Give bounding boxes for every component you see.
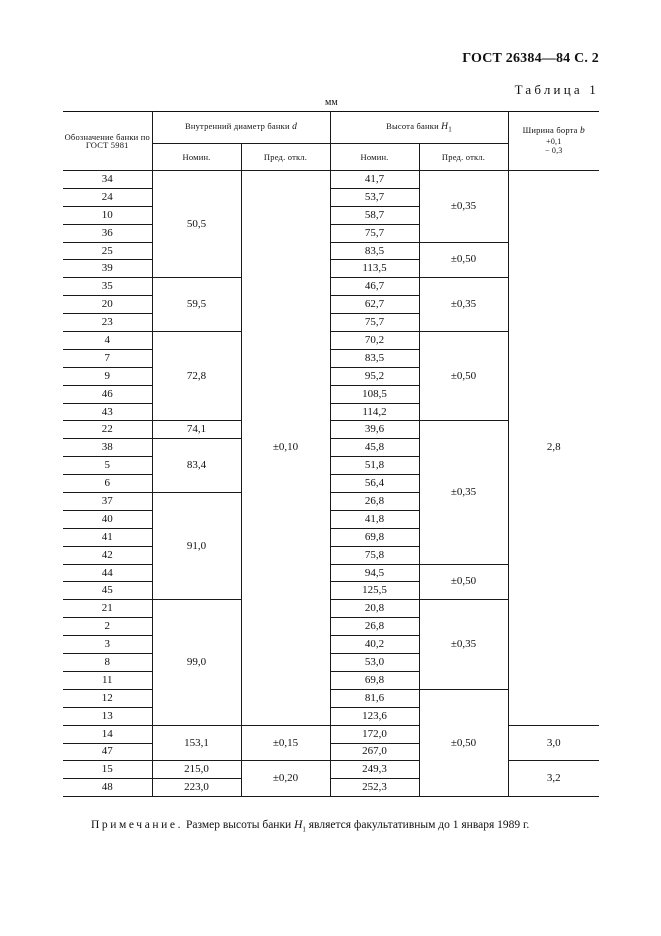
height-nominal-cell: 46,7 xyxy=(330,278,419,296)
designation-cell: 9 xyxy=(63,367,152,385)
designation-cell: 41 xyxy=(63,528,152,546)
height-nominal-cell: 51,8 xyxy=(330,457,419,475)
table-body xyxy=(63,171,599,797)
height-nominal-cell: 26,8 xyxy=(330,493,419,511)
height-header-text: Высота банки xyxy=(386,120,442,131)
diameter-nominal-cell: 223,0 xyxy=(152,779,241,797)
height-tolerance-cell: ±0,35 xyxy=(419,600,508,689)
height-tolerance-cell: ±0,35 xyxy=(419,171,508,243)
height-nominal-cell: 75,7 xyxy=(330,224,419,242)
height-tolerance-cell: ±0,35 xyxy=(419,421,508,564)
designation-cell: 7 xyxy=(63,349,152,367)
flange-width-symbol: b xyxy=(579,126,585,137)
height-nominal-cell: 26,8 xyxy=(330,618,419,636)
designation-cell: 3 xyxy=(63,636,152,654)
designation-cell: 46 xyxy=(63,385,152,403)
diameter-nominal-cell: 99,0 xyxy=(152,600,241,725)
designation-cell: 39 xyxy=(63,260,152,278)
designation-cell: 25 xyxy=(63,242,152,260)
designation-cell: 23 xyxy=(63,314,152,332)
header-row-1 xyxy=(63,112,599,144)
designation-cell: 36 xyxy=(63,224,152,242)
flange-width-cell: 3,2 xyxy=(508,761,599,797)
height-nominal-cell: 108,5 xyxy=(330,385,419,403)
inner-diameter-header-text: Внутренний диаметр банки xyxy=(184,121,293,132)
designation-cell: 37 xyxy=(63,493,152,511)
diameter-nominal-cell: 91,0 xyxy=(152,493,241,600)
designation-cell: 5 xyxy=(63,457,152,475)
diameter-nominal-cell: 50,5 xyxy=(152,171,241,278)
height-nominal-cell: 81,6 xyxy=(330,689,419,707)
height-nominal-cell: 125,5 xyxy=(330,582,419,600)
designation-cell: 14 xyxy=(63,725,152,743)
diameter-nominal-cell: 59,5 xyxy=(152,278,241,332)
height-tolerance-cell: ±0,50 xyxy=(419,242,508,278)
flange-width-cell: 3,0 xyxy=(508,725,599,761)
diameter-nominal-cell: 215,0 xyxy=(152,761,241,779)
height-nominal-cell: 249,3 xyxy=(330,761,419,779)
designation-cell: 12 xyxy=(63,689,152,707)
height-nominal-cell: 45,8 xyxy=(330,439,419,457)
designation-cell: 48 xyxy=(63,779,152,797)
diameter-nominal-header: Номин. xyxy=(152,144,241,171)
note-text: Размер высоты банки xyxy=(183,819,295,831)
height-tolerance-cell: ±0,35 xyxy=(419,278,508,332)
height-nominal-cell: 69,8 xyxy=(330,528,419,546)
height-nominal-cell: 267,0 xyxy=(330,743,419,761)
height-nominal-cell: 40,2 xyxy=(330,636,419,654)
diameter-nominal-cell: 74,1 xyxy=(152,421,241,439)
inner-diameter-symbol: d xyxy=(292,122,298,133)
document-reference: ГОСТ 26384—84 С. 2 xyxy=(462,51,599,66)
designation-cell: 13 xyxy=(63,707,152,725)
designation-cell: 35 xyxy=(63,278,152,296)
height-nominal-cell: 70,2 xyxy=(330,332,419,350)
height-nominal-cell: 83,5 xyxy=(330,349,419,367)
height-nominal-cell: 41,7 xyxy=(330,171,419,189)
height-nominal-cell: 95,2 xyxy=(330,367,419,385)
designation-cell: 47 xyxy=(63,743,152,761)
height-nominal-cell: 114,2 xyxy=(330,403,419,421)
table-row xyxy=(63,725,599,743)
height-nominal-cell: 172,0 xyxy=(330,725,419,743)
diameter-tolerance-cell: ±0,15 xyxy=(241,725,330,761)
height-nominal-cell: 39,6 xyxy=(330,421,419,439)
table-row xyxy=(63,761,599,779)
height-header xyxy=(330,112,508,144)
designation-cell: 6 xyxy=(63,475,152,493)
diameter-nominal-cell: 72,8 xyxy=(152,332,241,421)
designation-cell: 43 xyxy=(63,403,152,421)
height-tolerance-cell: ±0,50 xyxy=(419,689,508,796)
diameter-tolerance-cell: ±0,20 xyxy=(241,761,330,797)
units-label: мм xyxy=(325,97,338,108)
designation-cell: 40 xyxy=(63,510,152,528)
flange-width-header-text: Ширина борта xyxy=(522,125,580,136)
note-label: Примечание. xyxy=(91,819,184,831)
designation-header: Обозначение банки по ГОСТ 5981 xyxy=(63,112,152,171)
designation-cell: 11 xyxy=(63,671,152,689)
height-nominal-cell: 83,5 xyxy=(330,242,419,260)
height-nominal-cell: 58,7 xyxy=(330,206,419,224)
flange-tol-plus: +0,1 xyxy=(546,136,562,146)
designation-cell: 21 xyxy=(63,600,152,618)
designation-cell: 44 xyxy=(63,564,152,582)
note-subscript: 1 xyxy=(302,825,306,834)
height-nominal-header: Номин. xyxy=(330,144,419,171)
flange-width-header xyxy=(508,112,599,171)
designation-cell: 24 xyxy=(63,188,152,206)
height-nominal-cell: 94,5 xyxy=(330,564,419,582)
table-label: Таблица 1 xyxy=(514,82,599,97)
height-nominal-cell: 20,8 xyxy=(330,600,419,618)
height-tolerance-cell: ±0,50 xyxy=(419,332,508,421)
height-nominal-cell: 69,8 xyxy=(330,671,419,689)
height-nominal-cell: 75,8 xyxy=(330,546,419,564)
height-tolerance-header: Пред. откл. xyxy=(419,144,508,171)
designation-cell: 42 xyxy=(63,546,152,564)
designation-cell: 8 xyxy=(63,654,152,672)
height-nominal-cell: 123,6 xyxy=(330,707,419,725)
diameter-nominal-cell: 83,4 xyxy=(152,439,241,493)
height-nominal-cell: 56,4 xyxy=(330,475,419,493)
designation-cell: 10 xyxy=(63,206,152,224)
height-tolerance-cell: ±0,50 xyxy=(419,564,508,600)
designation-cell: 45 xyxy=(63,582,152,600)
note-text-end: является факультативным до 1 января 1989 г. xyxy=(305,819,530,831)
height-nominal-cell: 113,5 xyxy=(330,260,419,278)
height-nominal-cell: 53,0 xyxy=(330,654,419,672)
height-subscript: 1 xyxy=(448,125,452,134)
height-nominal-cell: 252,3 xyxy=(330,779,419,797)
table-row xyxy=(63,171,599,189)
height-nominal-cell: 53,7 xyxy=(330,188,419,206)
dimensions-table xyxy=(63,111,599,797)
diameter-nominal-cell: 153,1 xyxy=(152,725,241,761)
inner-diameter-header xyxy=(152,112,330,144)
height-nominal-cell: 75,7 xyxy=(330,314,419,332)
height-nominal-cell: 62,7 xyxy=(330,296,419,314)
table-note xyxy=(91,819,529,833)
designation-cell: 20 xyxy=(63,296,152,314)
designation-cell: 2 xyxy=(63,618,152,636)
diameter-tolerance-cell: ±0,10 xyxy=(241,171,330,726)
designation-cell: 22 xyxy=(63,421,152,439)
height-symbol: H xyxy=(441,121,449,132)
designation-cell: 38 xyxy=(63,439,152,457)
designation-cell: 15 xyxy=(63,761,152,779)
designation-cell: 34 xyxy=(63,171,152,189)
flange-width-cell: 2,8 xyxy=(508,171,599,726)
flange-tol-minus: − 0,3 xyxy=(545,146,563,156)
diameter-tolerance-header: Пред. откл. xyxy=(241,144,330,171)
height-nominal-cell: 41,8 xyxy=(330,510,419,528)
note-symbol: H xyxy=(294,819,303,831)
designation-cell: 4 xyxy=(63,332,152,350)
